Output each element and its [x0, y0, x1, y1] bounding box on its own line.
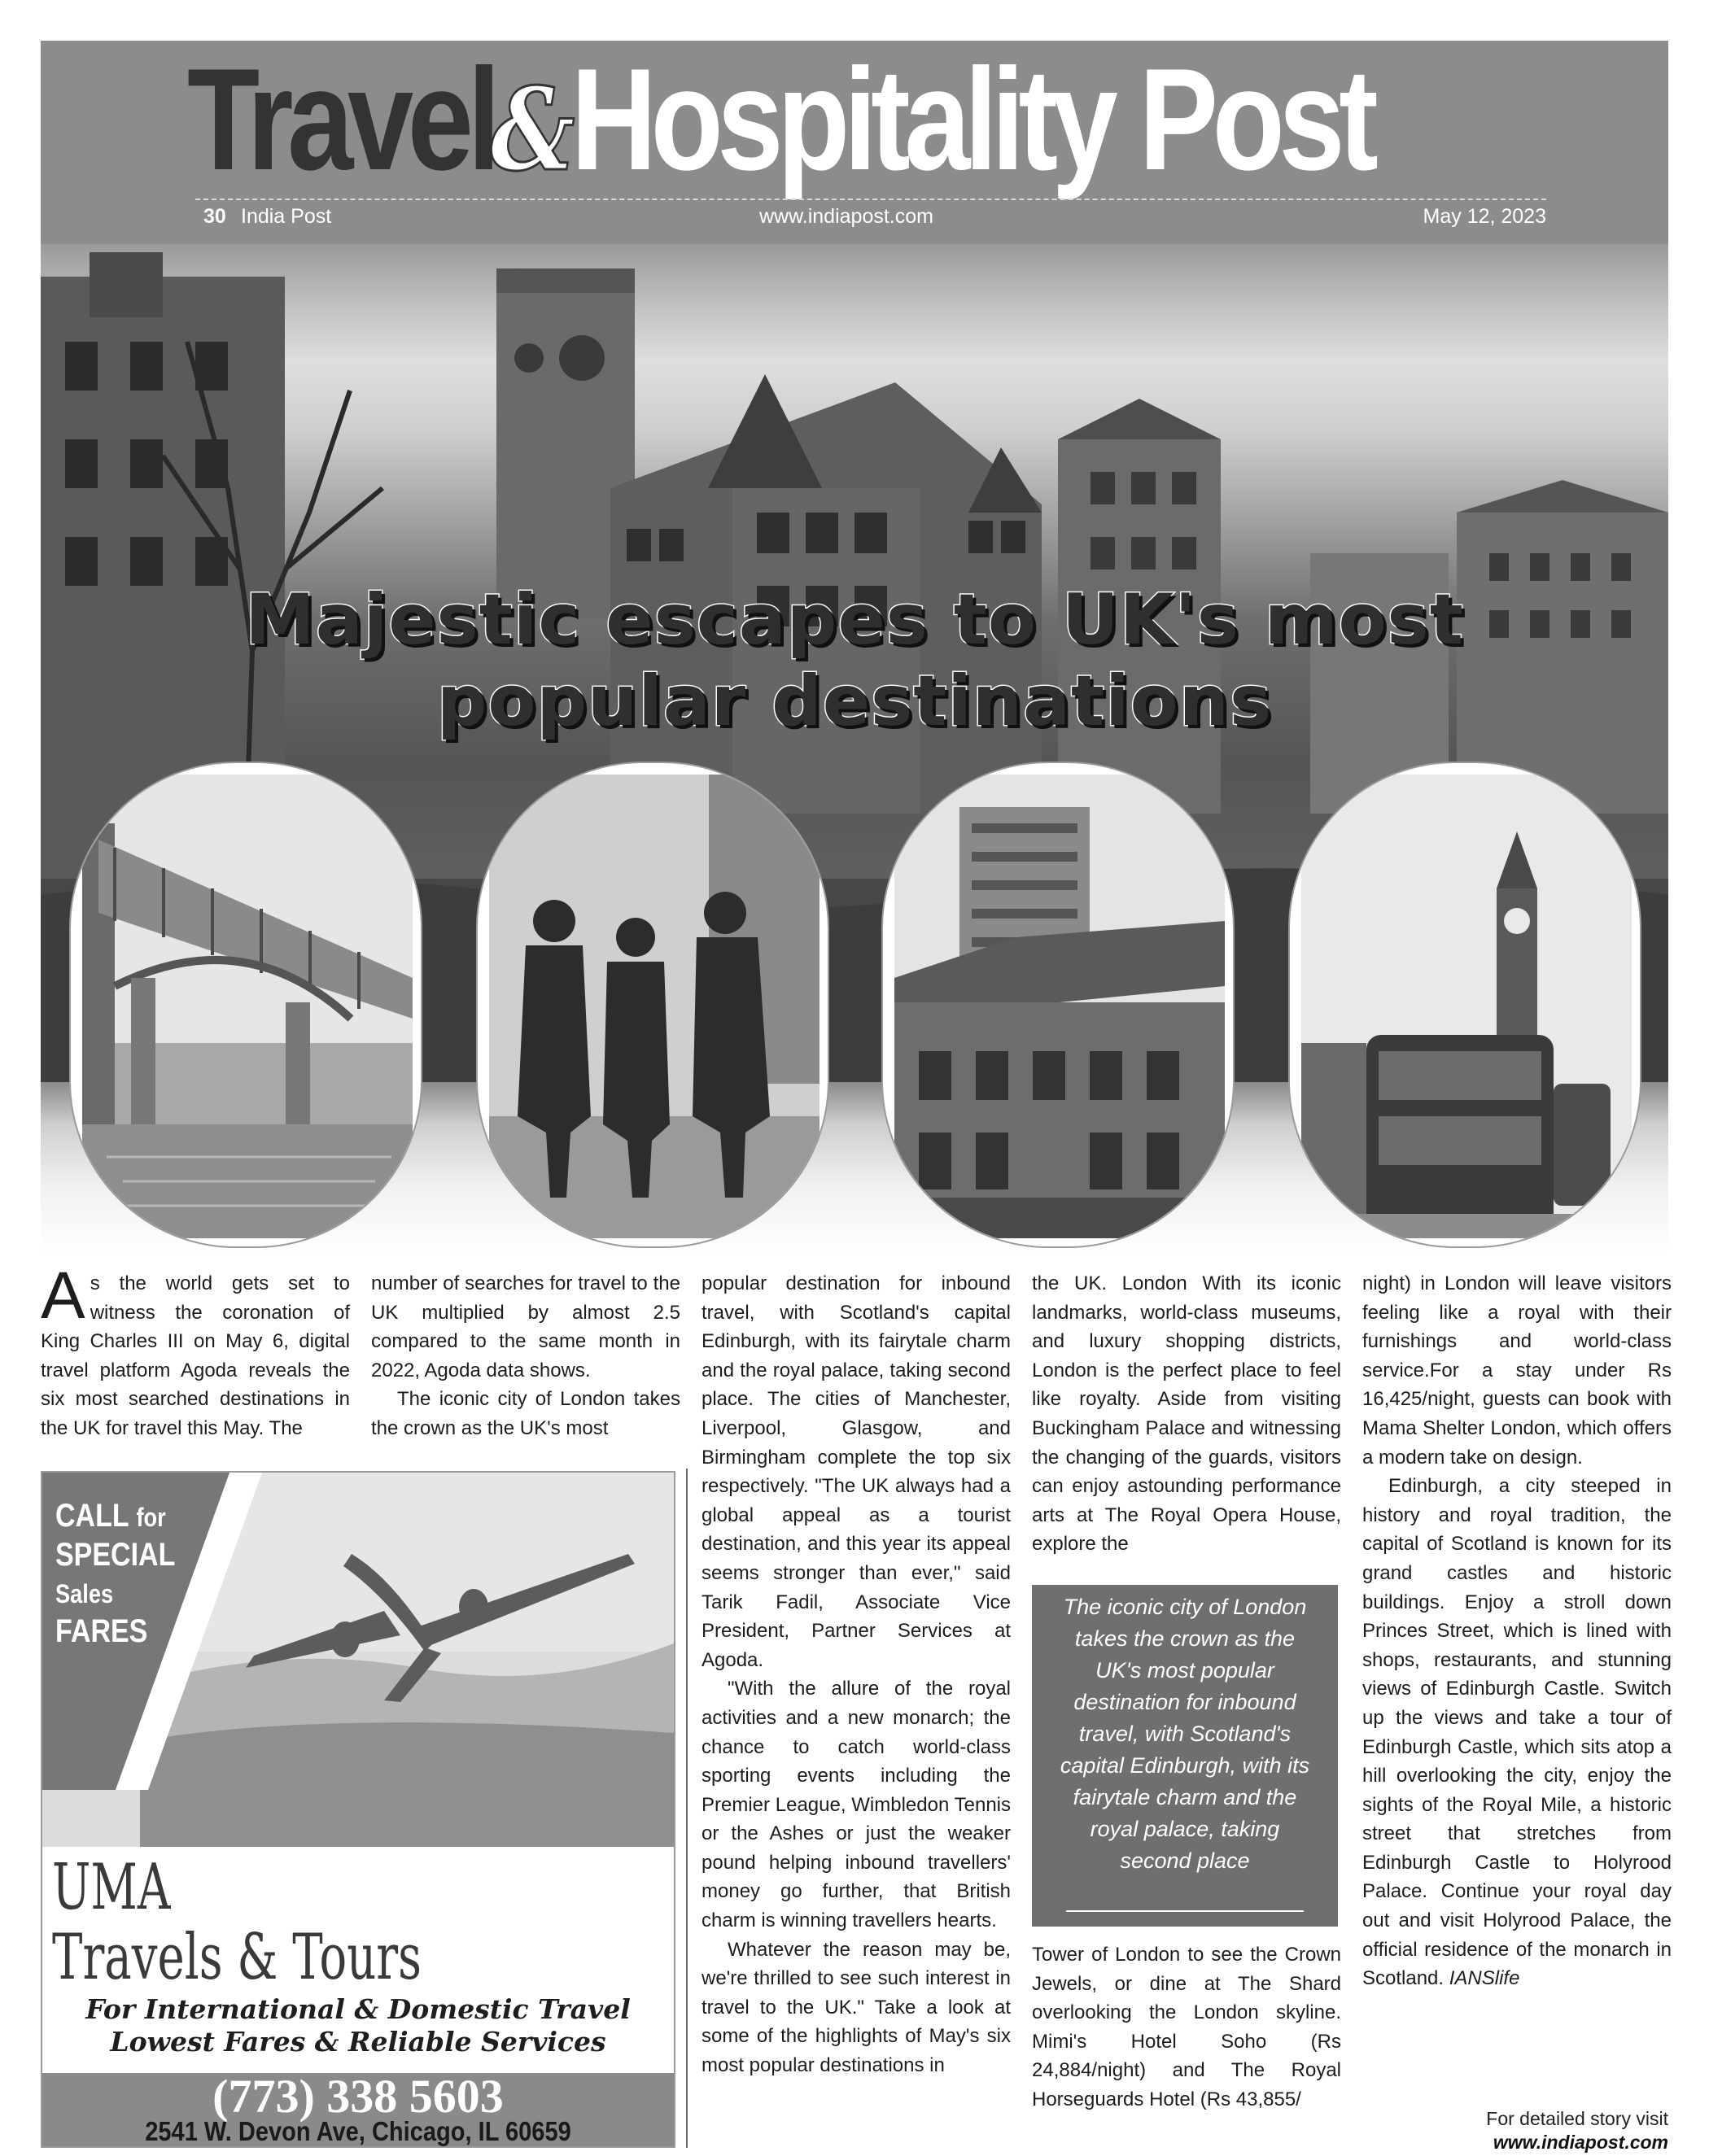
byline: IANSlife: [1449, 1967, 1520, 1990]
ad-address: 2541 W. Devon Ave, Chicago, IL 60659: [145, 2116, 571, 2146]
publication-website[interactable]: www.indiapost.com: [759, 205, 933, 228]
ad-phone-number[interactable]: (773) 338 5603: [212, 2070, 504, 2123]
pull-quote-rule: [1066, 1910, 1304, 1912]
headline-line-2: popular destinations: [436, 661, 1273, 742]
london-illustration: [1301, 775, 1632, 1238]
ad-call-word: CALL: [55, 1498, 129, 1534]
harbour-building-photo: [881, 762, 1235, 1248]
ad-tagline-1: For International & Domestic Travel: [85, 1993, 631, 2025]
article-paragraph: The iconic city of London takes the crown as the UK's most: [371, 1388, 680, 1439]
article-column-2: [371, 1269, 680, 1456]
story-link: [1486, 2107, 1668, 2154]
article-paragraph: night) in London will leave visitors feeling like a royal with their furnishings and world-class service.For a stay under Rs 16,425/night, guests can book with Mama Shelter London, which offers a modern take on design.: [1362, 1272, 1672, 1469]
masthead-title: [187, 38, 1373, 200]
article-paragraph: popular destination for inbound travel, with Scotland's capital Edinburgh, with its fairytale charm and the royal palace, taking second place. The cities of Manchester, Liverpool, Glasgow, and Birmingham complete the top six respectively. "The UK always had a global appeal as a tourist destination, and this year its appeal seems stronger than ever," said Tarik Fadil, Associate Vice President, Partner Services at Agoda.: [702, 1272, 1011, 1671]
ad-call-fares: FARES: [55, 1613, 148, 1649]
article-paragraph: Tower of London to see the Crown Jewels, or dine at The Shard overlooking the London skyline. Mimi's Hotel Soho (Rs 24,884/night) and The Royal Horseguards Hotel (Rs 43,855/: [1032, 1944, 1341, 2110]
beatles-statue-photo: [476, 762, 829, 1248]
page-number: 30: [203, 205, 226, 228]
story-link-url[interactable]: www.indiapost.com: [1493, 2132, 1668, 2153]
bridge-photo: [69, 762, 422, 1248]
article-paragraph-text: Edinburgh, a city steeped in history and royal tradition, the capital of Scotland is known for its grand castles and historic buildings. Enjoy a stroll down Princes Street, which is lined with shops, restaurants, and stunning views of Edinburgh Castle. Switch up the views and take a tour of Edinburgh Castle, which sits atop a hill overlooking the city, enjoy the sights of the Royal Mile, a historic street that stretches from Edinburgh Castle to Holyrood Palace. Continue your royal day out and visit Holyrood Palace, the official residence of the monarch in Scotland.: [1362, 1475, 1672, 1990]
column-divider: [686, 1469, 688, 2148]
ad-tagline-2: Lowest Fares & Reliable Services: [110, 2026, 606, 2058]
ad-brand-line-2: Travels & Tours: [52, 1921, 422, 1994]
bridge-illustration: [82, 775, 413, 1238]
pull-quote-text: The iconic city of London takes the crown as the UK's most popular destination for inbound travel, with Scotland's capital Edinburgh, with its fairytale charm and the royal palace, taking second place: [1060, 1595, 1310, 1873]
masthead-title-hospitality: Hospitality Post: [570, 38, 1373, 200]
article-column-4: [1032, 1269, 1341, 1570]
story-link-label: For detailed story visit: [1486, 2108, 1668, 2129]
article-column-1: [41, 1259, 350, 1456]
pull-quote: [1032, 1585, 1338, 1927]
article-column-3: [702, 1269, 1011, 2148]
article-paragraph: the UK. London With its iconic landmarks, world-class museums, and luxury shopping districts, London is the perfect place to feel like royalty. Aside from visiting Buckingham Palace and witnessing the changing of the guards, visitors can enjoy astounding performance arts at The Royal Opera House, explore the: [1032, 1272, 1341, 1556]
drop-cap: A: [41, 1259, 85, 1333]
ad-brand-name: [52, 1851, 422, 1995]
article-paragraph: [1362, 1472, 1672, 1993]
article-column-5: [1362, 1269, 1672, 2091]
article-paragraph: "With the allure of the royal activities and a new monarch; the chance to catch world-class sporting events including the Premier League, Wimbledon Tennis or the Ashes or just the weaker pound helping inbound travellers' money go further, that British charm is winning travellers hearts.: [702, 1678, 1011, 1932]
ad-call-special: SPECIAL: [55, 1537, 176, 1573]
article-paragraph: number of searches for travel to the UK multiplied by almost 2.5 compared to the same month in 2022, Agoda data shows.: [371, 1272, 680, 1381]
issue-date: May 12, 2023: [1423, 205, 1546, 228]
headline-line-1: Majestic escapes to UK's most: [245, 579, 1464, 661]
headline: [0, 579, 1709, 742]
masthead: [41, 38, 1668, 244]
harbour-illustration: [894, 775, 1225, 1238]
ad-brand-line-1: UMA: [52, 1851, 171, 1924]
masthead-divider: [195, 199, 1546, 200]
london-bus-big-ben-photo: [1288, 762, 1641, 1248]
article-intro: s the world gets set to witness the coronation of King Charles III on May 6, digital travel platform Agoda reveals the six most searched destinations in the UK for travel this May. The: [41, 1272, 350, 1439]
statue-illustration: [489, 775, 820, 1238]
masthead-ampersand: &: [490, 63, 575, 197]
ad-tagline: [42, 1993, 674, 2058]
ad-call-to-action: [55, 1497, 175, 1650]
article-paragraph: Whatever the reason may be, we're thrilled to see such interest in travel to the UK." Take a look at some of the highlights of May's six most popular destinations in: [702, 1938, 1011, 2077]
publication-name: India Post: [241, 205, 332, 228]
ad-call-for: for: [136, 1503, 166, 1532]
ad-call-sales: Sales: [55, 1579, 114, 1608]
travel-agency-ad[interactable]: [41, 1471, 675, 2148]
article-column-4-continued: [1032, 1940, 1341, 2152]
masthead-title-travel: Travel: [187, 38, 495, 200]
